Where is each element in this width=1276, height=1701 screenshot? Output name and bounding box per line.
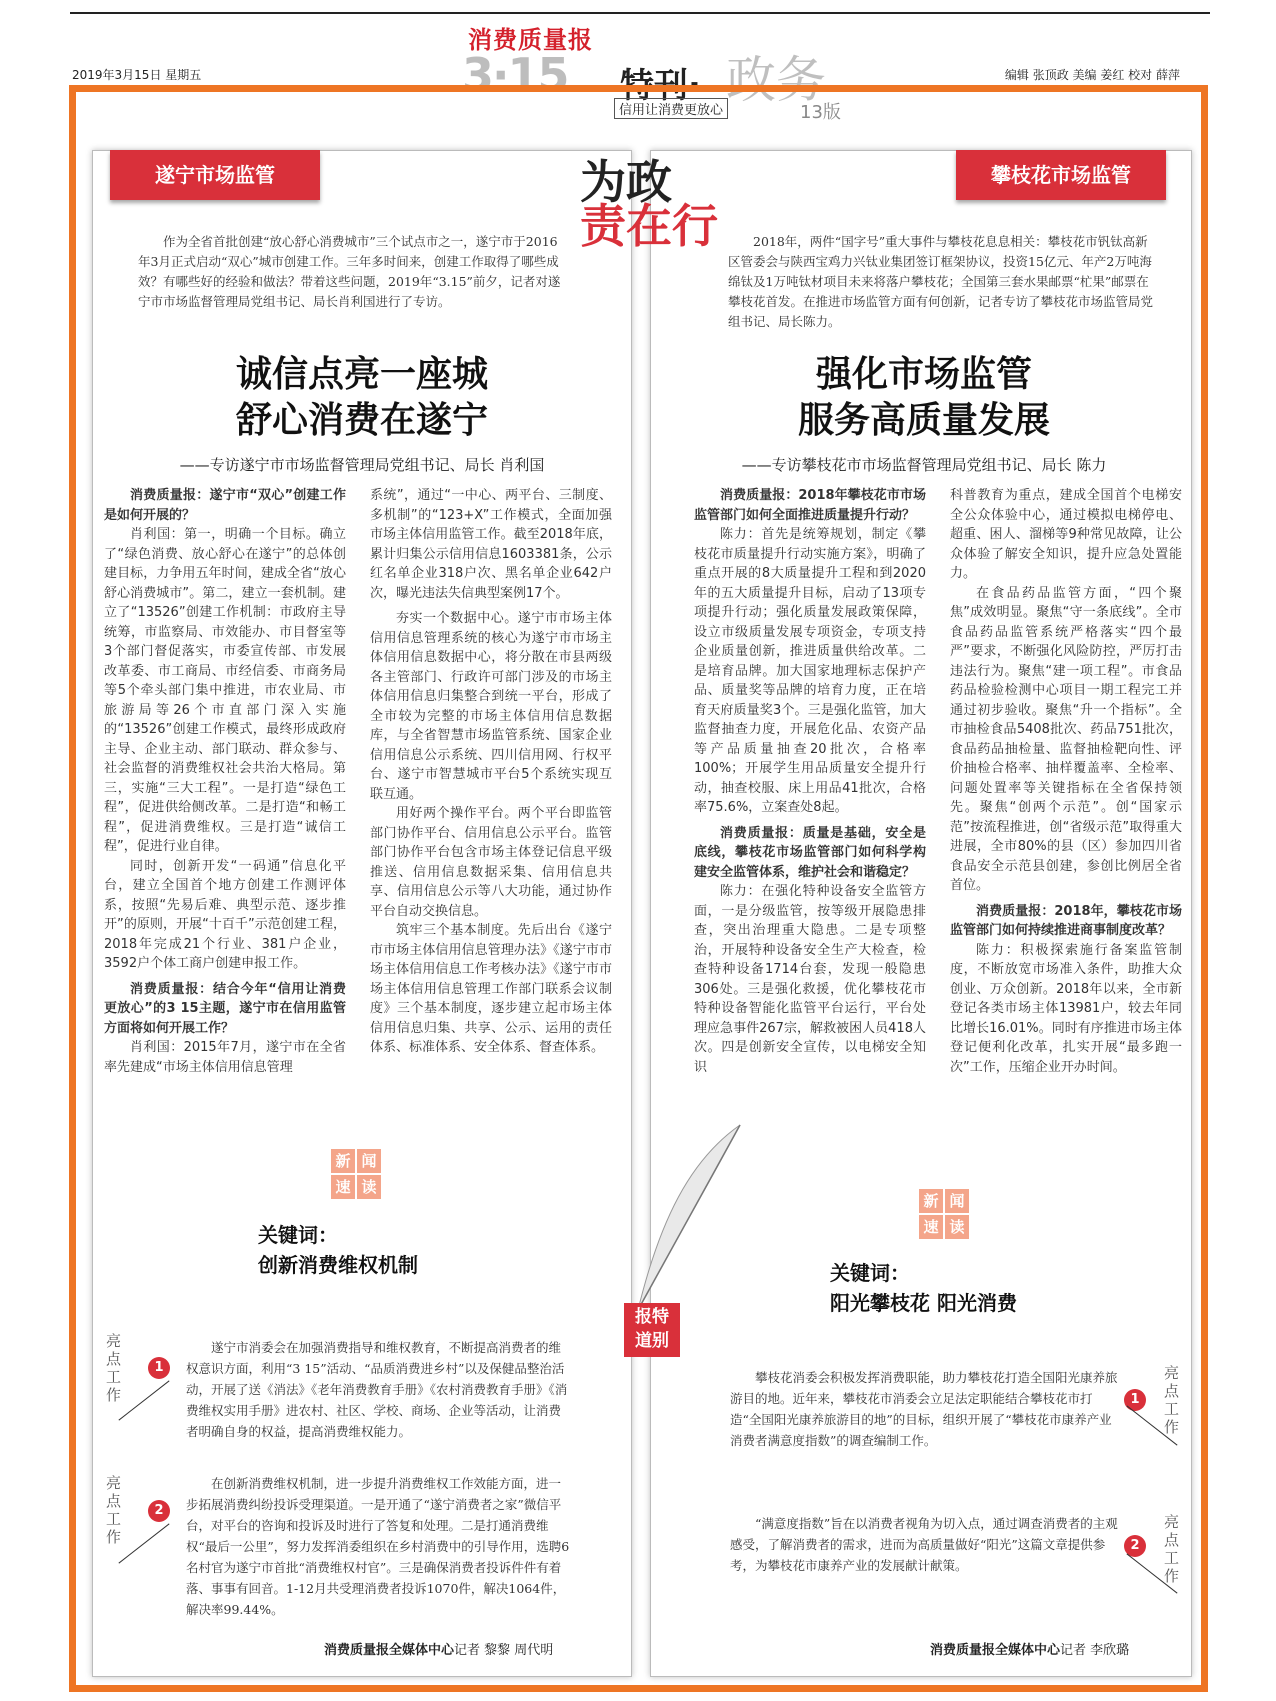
right-c2-p2: 在食品药品监管方面，“四个聚焦”成效明显。聚焦“守一条底线”。全市食品药品监管系统严格落实“四个最严”要求，不断强化风险防控，严厉打击违法行为。聚焦“建一项工程”。市食品药品检验检测中心项目一期工程完工并通过初步验收。聚焦“升一个指标”。全市抽检食品5408批次、药品751批次，食品药品抽检量、监督抽检靶向性、评价抽检合格率、抽样覆盖率、全检率、问题处置率等关键指标在全省保持领先。聚焦“创两个示范”。创“国家示范”按流程推进，创“省级示范”取得重大进展，全市80%的县（区）参加四川省食品安全示范县创建，参创比例居全省首位。 [950, 585, 1182, 893]
right-c2-p1: 科普教育为重点，建成全国首个电梯安全公众体验中心，通过模拟电梯停电、超重、困人、溜梯等9种常见故障，让公众体验了解安全知识，提升应急处置能力。 [950, 488, 1182, 581]
right-credit [930, 1639, 1129, 1658]
right-highlight-label-1: 亮点工作 [1164, 1364, 1180, 1436]
left-c2-p3: 用好两个操作平台。两个平台即监管部门协作平台、信用信息公示平台。监管部门协作平台包含市场主体登记信息平级推送、信用信息数据采集、信用信息共享、信用信息公示等八大功能，通过协作平台自动交换信息。 [370, 806, 612, 919]
left-item-number-2: 2 [148, 1500, 170, 1522]
news-char: 速 [919, 1215, 943, 1239]
left-c1-p1: 消费质量报：遂宁市“双心”创建工作是如何开展的？ [104, 488, 346, 523]
news-char: 新 [919, 1189, 943, 1213]
news-char: 读 [357, 1175, 381, 1199]
right-c2-p3: 消费质量报：2018年，攀枝花市场监管部门如何持续推进商事制度改革？ [950, 903, 1182, 938]
special-report-badge [624, 1303, 680, 1357]
seal-line-1: 为政 [580, 155, 672, 209]
edition-number: 13版 [800, 102, 841, 123]
right-intro: 2018年，两件“国字号”重大事件与攀枝花息息相关：攀枝花市钒钛高新区管委会与陕西宝鸡力兴钛业集团签订框架协议，投资15亿元、年产2万吨海绵钛及1万吨钛材项目未来将落户攀枝花；全国第三套水果邮票“杧果”邮票在攀枝花首发。在推进市场监管方面有何创新，记者专访了攀枝花市场监管局党组书记、局长陈力。 [728, 234, 1154, 329]
editors-line: 编辑 张顶政 美编 姜红 校对 薛萍 [1004, 68, 1180, 82]
left-c1-p2: 肖利国：第一，明确一个目标。确立了“绿色消费、放心舒心在遂宁”的总体创建目标，力争用五年时间，建成全省“放心舒心消费城市”。第二，建立一套机制。建立了“13526”创建工作机制：市政府主导统筹，市监察局、市效能办、市目督室等3个部门督促落实，市委宣传部、市发展改革委、市工商局、市经信委、市商务局等5个牵头部门集中推进，市农业局、市旅游局等26个市直部门深入实施的“13526”创建工作模式，最终形成政府主导、企业主动、部门联动、群众参与、社会监督的消费维权社会共治大格局。第三，实施“三大工程”。一是打造“绿色工程”，促进供给侧改革。二是打造“和畅工程”，促进消费维权。三是打造“诚信工程”，促进行业自律。 [104, 527, 346, 854]
masthead-special: 特刊· [620, 66, 701, 106]
right-c1-p2: 陈力：首先是统筹规划，制定《攀枝花市质量提升行动实施方案》，明确了重点开展的8大质量提升工程和到2020年的五大质量提升目标，启动了13项专项提升行动；强化质量发展政策保障，设立市级质量发展专项资金，专项支持企业质量创新，推进质量供给改革。二是培育品牌。加大国家地理标志保护产品、质量奖等品牌的培育力度，正在培育天府质量奖3个。三是强化监管，加大监督抽查力度，开展危化品、农资产品等产品质量抽查20批次，合格率100%；开展学生用品质量安全提升行动，抽查校服、床上用品41批次，合格率75.6%，立案查处8起。 [694, 527, 926, 815]
left-c2-p1: 系统”，通过“一中心、两平台、三制度、多机制”的“123+X”工作模式，全面加强市场主体信用监管工作。截至2018年底，累计归集公示信用信息1603381条，公示红名单企业318户次、黑名单企业642户次，曝光违法失信典型案例17个。 [370, 488, 612, 601]
right-item-number-1: 1 [1124, 1389, 1146, 1411]
left-c1-p4: 消费质量报：结合今年“信用让消费更放心”的3 15主题，遂宁市在信用监管方面将如何开展工作？ [104, 981, 346, 1036]
masthead-section: 政务 [726, 51, 826, 109]
masthead-slogan: 信用让消费更放心 [614, 98, 728, 119]
right-keyword-label: 关键词： [830, 1261, 910, 1285]
left-c2-p2: 夯实一个数据中心。遂宁市市场主体信用信息管理系统的核心为遂宁市市场主体信用信息数据中心，将分散在市县两级各主管部门、行政许可部门涉及的市场主体信用信息归集整合到统一平台，形成了全市较为完整的市场主体信用信息数据库，与全省智慧市场监管系统、国家企业信用信息公示系统、四川信用网、行权平台、遂宁市智慧城市平台5个系统实现互联互通。 [370, 611, 612, 802]
right-item-1-text: 攀枝花消委会积极发挥消费职能，助力攀枝花打造全国阳光康养旅游目的地。近年来，攀枝花市消委会立足法定职能结合攀枝花市打造“全国阳光康养旅游目的地”的目标，组织开展了“攀枝花市康养产业消费者满意度指数”的调查编制工作。 [730, 1370, 1118, 1448]
masthead-315: 3·15 [462, 48, 568, 102]
right-item-number-2: 2 [1124, 1535, 1146, 1557]
masthead-paper-name: 消费质量报 [468, 26, 593, 54]
left-section-tab: 遂宁市场监管 [110, 150, 320, 200]
right-c2-p4: 陈力：积极探索施行备案监管制度，不断放宽市场准入条件，助推大众创业、万众创新。2018年以来，全市新登记各类市场主体13981户，较去年同比增长16.01%。同时有序推进市场主体登记便利化改革，扎实开展“最多跑一次”工作，压缩企业开办时间。 [950, 942, 1182, 1075]
left-credit-reporter: 记者 黎黎 周代明 [454, 1643, 554, 1658]
issue-date: 2019年3月15日 星期五 [72, 68, 202, 82]
right-news-brief-badge [918, 1188, 976, 1240]
right-keyword: 阳光攀枝花 阳光消费 [830, 1291, 1017, 1315]
left-body-col-1 [104, 486, 346, 1077]
left-news-brief-badge [330, 1148, 388, 1200]
left-c2-p4: 筑牢三个基本制度。先后出台《遂宁市市场主体信用信息管理办法》《遂宁市市场主体信用信息工作考核办法》《遂宁市市场主体信用信息管理工作部门联系会议制度》三个基本制度，逐步建立起市场主体信用信息归集、共享、公示、运用的责任体系、标准体系、安全体系、督查体系。 [370, 923, 612, 1055]
left-intro: 作为全省首批创建“放心舒心消费城市”三个试点市之一，遂宁市于2016年3月正式启动“双心”城市创建工作。三年多时间来，创建工作取得了哪些成效？有哪些好的经验和做法？带着这些问题，2019年“3.15”前夕，记者对遂宁市市场监督管理局党组书记、局长肖利国进行了专访。 [138, 234, 561, 309]
left-credit [324, 1639, 553, 1658]
left-c1-p5: 肖利国：2015年7月，遂宁市在全省率先建成“市场主体信用信息管理 [104, 1040, 346, 1075]
left-item-number-1: 1 [148, 1357, 170, 1379]
left-highlight-label-2: 亮点工作 [106, 1474, 122, 1546]
right-body-col-1 [694, 486, 926, 1077]
left-item-2-text: 在创新消费维权机制，进一步提升消费维权工作效能方面，进一步拓展消费纠纷投诉受理渠道。一是开通了“遂宁消费者之家”微信平台，对平台的咨询和投诉及时进行了答复和处理。二是打通消费维权“最后一公里”，努力发挥消委组织在乡村消费中的引导作用，选聘6名村官为遂宁市首批“消费维权村官”。三是确保消费者投诉件件有着落、事事有回音。1-12月共受理消费者投诉1070件，解决1064件，解决率99.44%。 [186, 1476, 570, 1617]
badge-line-2: 道别 [635, 1331, 669, 1351]
calligraphy-seal [580, 155, 718, 253]
right-section-tab: 攀枝花市场监管 [956, 150, 1166, 200]
top-rule [70, 12, 1210, 14]
left-body-col-2 [370, 486, 612, 1058]
right-credit-reporter: 记者 李欣璐 [1060, 1643, 1130, 1658]
right-highlight-label-2: 亮点工作 [1164, 1513, 1180, 1585]
news-char: 读 [945, 1215, 969, 1239]
news-char: 闻 [357, 1149, 381, 1173]
left-highlight-label-1: 亮点工作 [106, 1332, 122, 1404]
left-c1-p3: 同时，创新开发“一码通”信息化平台，建立全国首个地方创建工作测评体系，按照“先易后难、典型示范、逐步推开”的原则，开展“十百千”示范创建工程，2018年完成21个行业、381户企业，3592户个体工商户创建申报工作。 [104, 858, 346, 971]
news-char: 闻 [945, 1189, 969, 1213]
right-c1-p4: 陈力：在强化特种设备安全监管方面，一是分级监管，按等级开展隐患排查，突出治理重大隐患。二是专项整治，开展特种设备安全生产大检查，检查特种设备1714台套，发现一般隐患306处。三是强化救援，优化攀枝花市特种设备智能化监管平台运行，平台处理应急事件267宗，解救被困人员418人次。四是创新安全宣传，以电梯安全知识 [694, 884, 926, 1075]
left-keyword: 创新消费维权机制 [258, 1253, 418, 1277]
left-title-line-1: 诚信点亮一座城 [235, 354, 488, 395]
right-subtitle: ——专访攀枝花市市场监督管理局党组书记、局长 陈力 [741, 456, 1107, 474]
left-keyword-label: 关键词： [258, 1223, 338, 1247]
right-title-line-2: 服务高质量发展 [797, 400, 1050, 441]
seal-line-2: 责在行 [580, 199, 718, 253]
left-subtitle: ——专访遂宁市市场监督管理局党组书记、局长 肖利国 [179, 456, 545, 474]
badge-line-1: 报特 [635, 1307, 669, 1327]
feather-quill-icon [630, 1120, 750, 1320]
right-title-line-1: 强化市场监管 [815, 354, 1032, 395]
left-credit-org: 消费质量报全媒体中心 [324, 1643, 455, 1658]
left-title-line-2: 舒心消费在遂宁 [235, 400, 488, 441]
right-credit-org: 消费质量报全媒体中心 [930, 1643, 1061, 1658]
left-item-1-text: 遂宁市消委会在加强消费指导和维权教育，不断提高消费者的维权意识方面，利用“3 15”活动、“品质消费进乡村”以及保健品整治活动，开展了送《消法》《老年消费教育手册》《农村消费教育手册》《消费维权实用手册》进农村、社区、学校、商场、企业等活动，让消费者明确自身的权益，提高消费维权能力。 [186, 1340, 568, 1439]
right-item-2-text: “满意度指数”旨在以消费者视角为切入点，通过调查消费者的主观感受，了解消费者的需求，进而为高质量做好“阳光”这篇文章提供参考，为攀枝花市康养产业的发展献计献策。 [730, 1516, 1118, 1573]
right-body-col-2 [950, 486, 1182, 1077]
right-c1-p1: 消费质量报：2018年攀枝花市市场监管部门如何全面推进质量提升行动？ [694, 488, 926, 523]
news-char: 新 [331, 1149, 355, 1173]
right-c1-p3: 消费质量报：质量是基础，安全是底线，攀枝花市场监管部门如何科学构建安全监管体系，维护社会和谐稳定？ [694, 825, 926, 880]
news-char: 速 [331, 1175, 355, 1199]
